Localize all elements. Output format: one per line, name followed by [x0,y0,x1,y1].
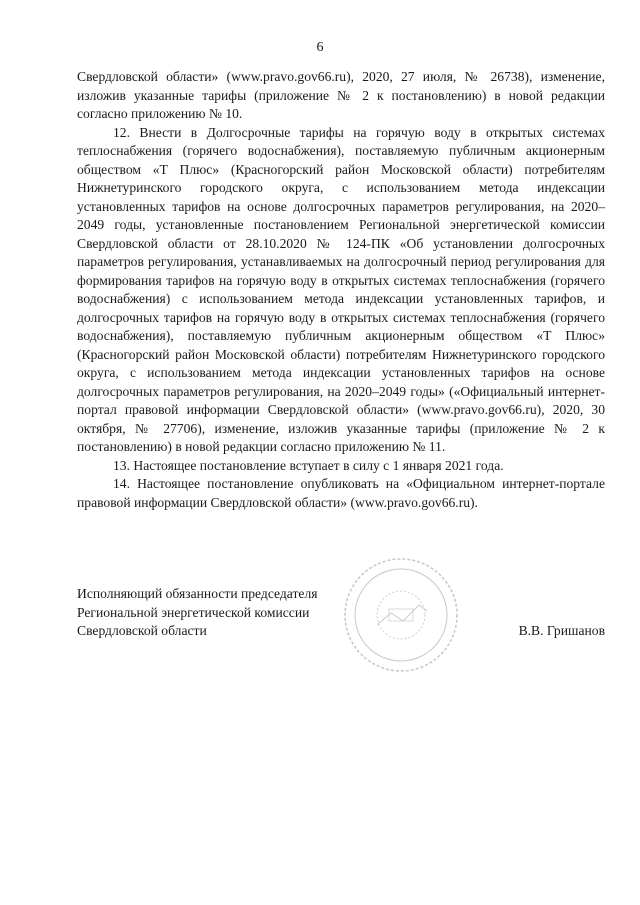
document-body [77,68,605,512]
paragraph-item-14: 14. Настоящее постановление опубликовать на «Официальном интернет-портале правовой информации Свердловской области» (www.pravo.gov66.ru). [77,476,605,510]
paragraph-continuation: Свердловской области» (www.pravo.gov66.ru), 2020, 27 июля, № 26738), изменение, изложив указанные тарифы (приложение № 2 к постановлению) в новой редакции согласно приложению № 10. [77,69,605,121]
seal-stamp-icon [341,555,461,675]
page-number: 6 [316,40,324,55]
signatory-title-line-2: Региональной энергетической комиссии [77,604,310,620]
signatory-title-line-3: Свердловской области [77,623,207,638]
signatory-title-line-1: Исполняющий обязанности председателя [77,586,318,601]
paragraph-item-13: 13. Настоящее постановление вступает в силу с 1 января 2021 года. [113,457,504,473]
signatory-name: В.В. Гришанов [518,623,605,638]
paragraph-item-12: 12. Внести в Долгосрочные тарифы на горячую воду в открытых системах теплоснабжения (горячего водоснабжения), поставляемую публичным акционерным обществом «Т Плюс» (Красногорский район Московской области) потребителям Нижнетуринского городского округа, с использованием метода индексации установленных тарифов на основе долгосрочных параметров регулирования, на 2020–2049 годы, установленные постановлением Региональной энергетической комиссии Свердловской области от 28.10.2020 № 124-ПК «Об установлении долгосрочных параметров регулирования, устанавливаемых на долгосрочный период регулирования для формирования тарифов на горячую воду в открытых системах теплоснабжения (горячего водоснабжения) с использованием метода индексации установленных тарифов, и долгосрочных тарифов на горячую воду в открытых системах теплоснабжения (горячего водоснабжения), поставляемую публичным акционерным обществом «Т Плюс» (Красногорский район Московской области) потребителям Нижнетуринского городского округа, с использованием метода индексации установленных тарифов на основе долгосрочных параметров регулирования, на 2020–2049 годы» («Официальный интернет-портал правовой информации Свердловской области» (www.pravo.gov66.ru), 2020, 30 октября, № 27706), изменение, изложив указанные тарифы (приложение № 2 к постановлению) в новой редакции согласно приложению № 11. [77,124,605,454]
signatory-title [77,585,318,641]
